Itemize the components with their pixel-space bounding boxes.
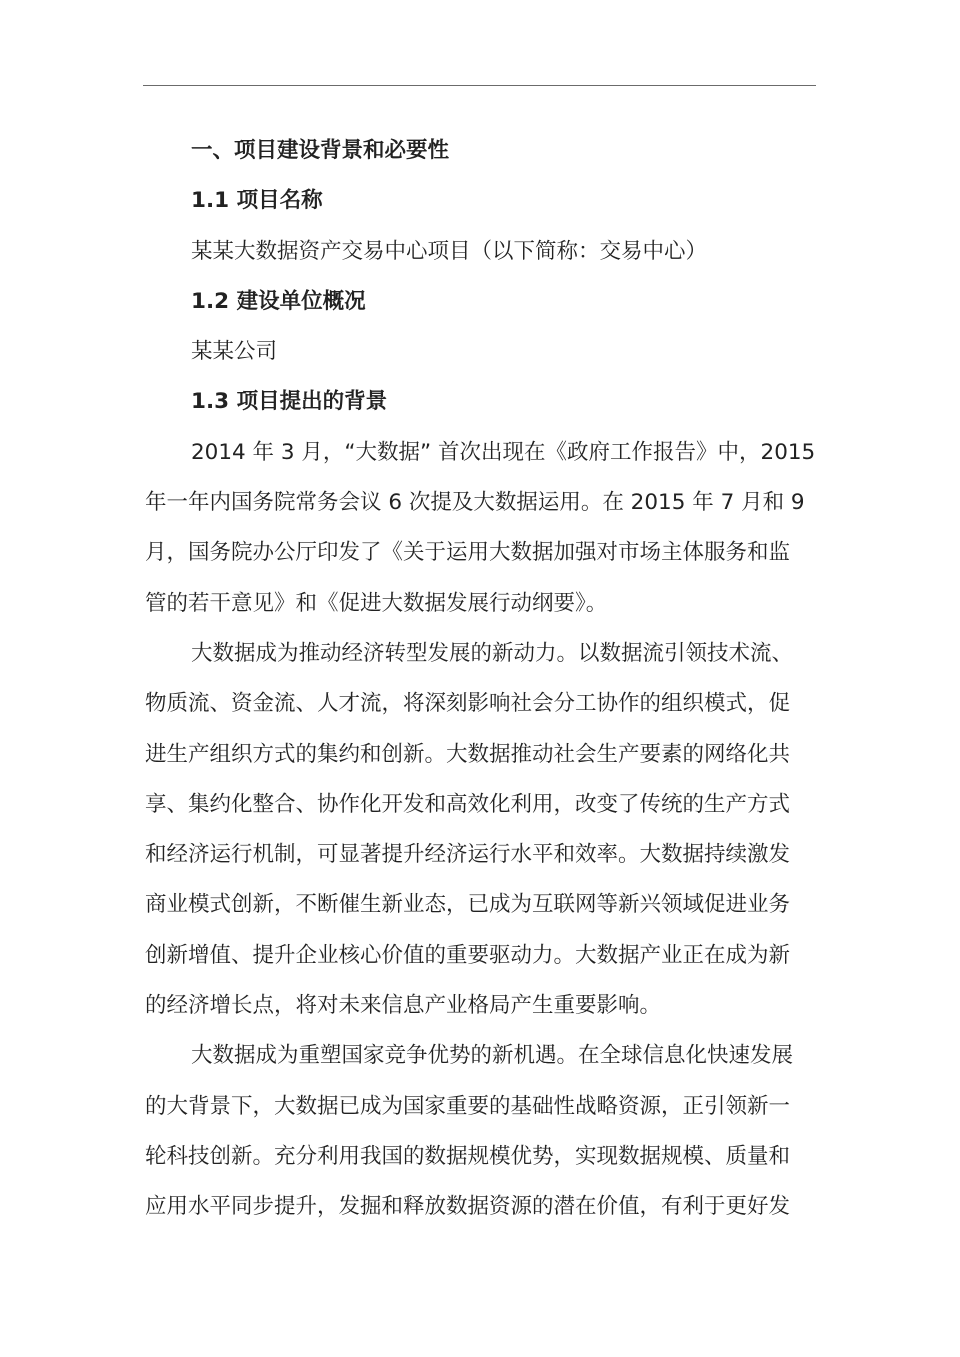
paragraph-line: 月，国务院办公厅印发了《关于运用大数据加强对市场主体服务和监 [145, 540, 791, 566]
paragraph-line: 轮科技创新。充分利用我国的数据规模优势，实现数据规模、质量和 [145, 1143, 791, 1169]
document-body [145, 126, 815, 1233]
paragraph-line: 大数据成为重塑国家竞争优势的新机遇。在全球信息化快速发展 [191, 1043, 794, 1069]
paragraph-line: 进生产组织方式的集约和创新。大数据推动社会生产要素的网络化共 [145, 741, 791, 767]
paragraph-2 [145, 629, 815, 1031]
paragraph-line: 管的若干意见》和《促进大数据发展行动纲要》。 [145, 590, 608, 616]
paragraph-line: 物质流、资金流、人才流，将深刻影响社会分工协作的组织模式，促 [145, 691, 791, 717]
paragraph-line: 商业模式创新，不断催生新业态，已成为互联网等新兴领域促进业务 [145, 892, 791, 918]
paragraph-line: 享、集约化整合、协作化开发和高效化利用，改变了传统的生产方式 [145, 791, 791, 817]
paragraph-line: 创新增值、提升企业核心价值的重要驱动力。大数据产业正在成为新 [145, 942, 791, 968]
section-heading-1-3: 1.3 项目提出的背景 [191, 389, 388, 415]
paragraph-line: 的大背景下，大数据已成为国家重要的基础性战略资源，正引领新一 [145, 1093, 791, 1119]
paragraph-line: 2014 年 3 月，“大数据” 首次出现在《政府工作报告》中，2015 [191, 439, 816, 465]
paragraph-line: 应用水平同步提升，发掘和释放数据资源的潜在价值，有利于更好发 [145, 1194, 791, 1220]
paragraph-line: 的经济增长点，将对未来信息产业格局产生重要影响。 [145, 993, 662, 1019]
paragraph-line: 和经济运行机制，可显著提升经济运行水平和效率。大数据持续激发 [145, 842, 791, 868]
header-rule [143, 85, 816, 86]
project-name-text: 某某大数据资产交易中心项目（以下简称：交易中心） [191, 238, 708, 264]
paragraph-line: 大数据成为推动经济转型发展的新动力。以数据流引领技术流、 [191, 640, 794, 666]
paragraph-3 [145, 1031, 815, 1232]
section-heading-main: 一、项目建设背景和必要性 [191, 138, 450, 163]
paragraph-1 [145, 428, 815, 629]
section-heading-1-1: 1.1 项目名称 [191, 188, 323, 214]
unit-name-text: 某某公司 [191, 339, 278, 365]
section-heading-1-2: 1.2 建设单位概况 [191, 288, 366, 314]
paragraph-line: 年一年内国务院常务会议 6 次提及大数据运用。在 2015 年 7 月和 9 [145, 490, 805, 516]
